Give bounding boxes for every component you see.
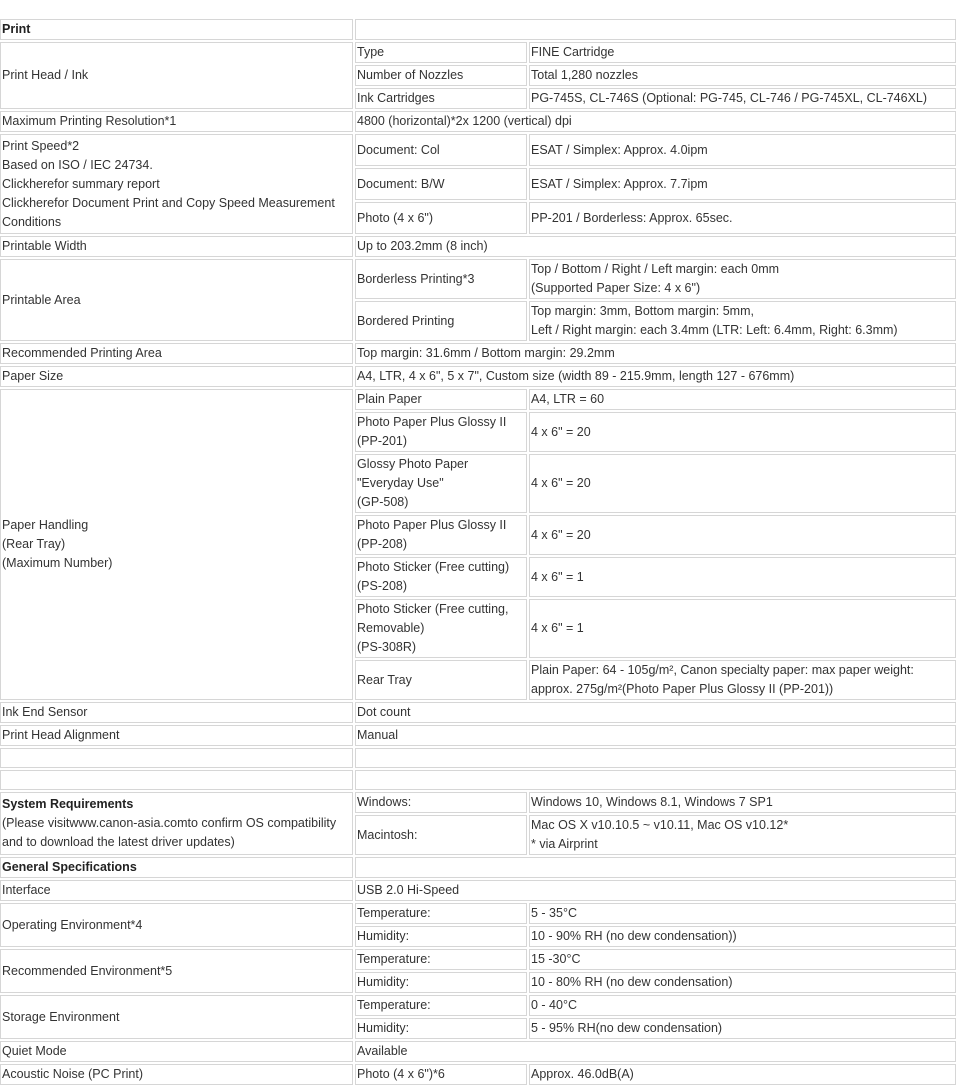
row-label-printable-area: Printable Area [0,259,353,341]
sub-key: Temperature: [355,903,527,924]
sub-value [529,599,956,658]
sub-value: Approx. 46.0dB(A) [529,1064,956,1085]
table-row [0,995,956,1016]
blank-row [0,748,956,768]
table-row [0,343,956,364]
sub-value [529,259,956,299]
print-speed-note: Based on ISO / IEC 24734. [2,157,153,172]
row-label-print-head: Print Head / Ink [0,42,353,109]
table-row [0,134,956,166]
table-row [0,366,956,387]
system-requirements-link[interactable]: (Please visitwww.canon-asia.comto confirm OS compatibility [2,816,337,830]
row-label-recommended-environment: Recommended Environment*5 [0,949,353,993]
sub-value: 15 -30°C [529,949,956,970]
row-label-operating-environment: Operating Environment*4 [0,903,353,947]
row-label-recommended-area: Recommended Printing Area [0,343,353,364]
row-label-acoustic-noise: Acoustic Noise (PC Print) [0,1064,353,1085]
value-line: approx. 275g/m²(Photo Paper Plus Glossy II (PP-201)) [531,682,834,696]
table-row [0,725,956,746]
sub-key: Windows: [355,792,527,813]
sub-key: Document: B/W [355,168,527,200]
summary-report-link[interactable]: Clickherefor summary report [2,176,160,191]
row-label-paper-size: Paper Size [0,366,353,387]
sub-key: Photo (4 x 6") [355,202,527,234]
value-line: 4 x 6" = 20 [531,424,591,439]
section-title-print: Print [0,19,353,40]
sub-value: 5 - 95% RH(no dew condensation) [529,1018,956,1039]
row-value-recommended-area: Top margin: 31.6mm / Bottom margin: 29.2mm [355,343,956,364]
sub-value: ESAT / Simplex: Approx. 7.7ipm [529,168,956,200]
value-line: * via Airprint [531,837,598,851]
table-row [0,111,956,132]
measurement-conditions-link-cont[interactable]: Conditions [2,214,62,229]
section-row-print [0,19,956,40]
section-title-general-specifications: General Specifications [0,857,353,878]
sub-value: PP-201 / Borderless: Approx. 65sec. [529,202,956,234]
key-line: Plain Paper [357,392,422,406]
row-label-system-requirements [0,792,353,855]
section-title-system-requirements: System Requirements [2,797,134,811]
key-line: Photo Sticker (Free cutting) [357,560,510,574]
value-line: (Supported Paper Size: 4 x 6") [531,281,701,295]
sub-key: Temperature: [355,995,527,1016]
value-line: 4 x 6" = 20 [531,527,591,542]
value-line: Left / Right margin: each 3.4mm (LTR: Left: 6.4mm, Right: 6.3mm) [531,323,898,337]
key-line: (PS-308R) [357,640,417,654]
row-label-print-head-alignment: Print Head Alignment [0,725,353,746]
row-value-ink-end-sensor: Dot count [355,702,956,723]
label-line: (Rear Tray) [2,537,66,551]
sub-value [529,301,956,341]
sub-value [529,389,956,410]
row-label-paper-handling [0,389,353,700]
sub-value [529,515,956,555]
sub-key: Photo (4 x 6")*6 [355,1064,527,1085]
row-label-interface: Interface [0,880,353,901]
table-row [0,259,956,299]
measurement-conditions-link[interactable]: Clickherefor Document Print and Copy Speed Measurement [2,195,335,210]
sub-key: Borderless Printing*3 [355,259,527,299]
key-line: Rear Tray [357,672,412,687]
sub-value [529,557,956,597]
row-label-quiet-mode: Quiet Mode [0,1041,353,1062]
sub-value: 10 - 80% RH (no dew condensation) [529,972,956,993]
table-row [0,389,956,410]
empty-cell [355,857,956,878]
row-label-storage-environment: Storage Environment [0,995,353,1039]
sub-key: Humidity: [355,1018,527,1039]
row-value-quiet-mode: Available [355,1041,956,1062]
spec-table [0,17,958,1087]
value-line: Top margin: 3mm, Bottom margin: 5mm, [531,304,754,318]
sub-key [355,389,527,410]
table-row [0,880,956,901]
table-row [0,903,956,924]
sub-value: FINE Cartridge [529,42,956,63]
sub-key: Humidity: [355,972,527,993]
label-line: (Maximum Number) [2,556,113,570]
table-row [0,702,956,723]
table-row [0,236,956,257]
value-line: Windows 10, Windows 8.1, Windows 7 SP1 [531,795,773,809]
value-line: 4 x 6" = 20 [531,476,591,490]
sub-key: Document: Col [355,134,527,166]
key-line: Removable) [357,621,425,635]
sub-key: Macintosh: [355,815,527,855]
sub-value [529,412,956,452]
row-value-interface: USB 2.0 Hi-Speed [355,880,956,901]
section-row-general [0,857,956,878]
row-label-ink-end-sensor: Ink End Sensor [0,702,353,723]
sub-value [529,815,956,855]
sub-key [355,515,527,555]
row-value-print-head-alignment: Manual [355,725,956,746]
key-line: (GP-508) [357,495,409,509]
sub-key: Number of Nozzles [355,65,527,86]
empty-cell [355,770,956,790]
sub-value [529,660,956,700]
table-row [0,42,956,63]
row-label-print-speed [0,134,353,234]
sub-key: Humidity: [355,926,527,947]
value-line: A4, LTR = 60 [531,392,605,406]
sub-value: Total 1,280 nozzles [529,65,956,86]
key-line: (PP-208) [357,537,408,551]
empty-cell [0,770,353,790]
key-line: (PP-201) [357,434,408,448]
value-line: Top / Bottom / Right / Left margin: each 0mm [531,262,780,276]
key-line: Photo Sticker (Free cutting, [357,602,509,616]
sub-key [355,599,527,658]
table-row [0,792,956,813]
sub-value: 10 - 90% RH (no dew condensation)) [529,926,956,947]
value-line: Plain Paper: 64 - 105g/m², Canon specialty paper: max paper weight: [531,663,914,677]
sub-value: ESAT / Simplex: Approx. 4.0ipm [529,134,956,166]
table-row [0,1064,956,1085]
table-row [0,949,956,970]
sub-value [529,454,956,513]
label-line: Paper Handling [2,518,89,532]
sub-value: PG-745S, CL-746S (Optional: PG-745, CL-746 / PG-745XL, CL-746XL) [529,88,956,109]
row-value-printable-width: Up to 203.2mm (8 inch) [355,236,956,257]
sub-value [529,792,956,813]
table-row [0,1041,956,1062]
sub-key [355,412,527,452]
print-speed-title: Print Speed*2 [2,138,80,153]
row-value-paper-size: A4, LTR, 4 x 6", 5 x 7", Custom size (width 89 - 215.9mm, length 127 - 676mm) [355,366,956,387]
sub-key [355,660,527,700]
row-label-max-resolution: Maximum Printing Resolution*1 [0,111,353,132]
row-label-printable-width: Printable Width [0,236,353,257]
sub-key: Ink Cartridges [355,88,527,109]
key-line: (PS-208) [357,579,408,593]
empty-cell [355,19,956,40]
value-line: 4 x 6" = 1 [531,621,584,635]
key-line: "Everyday Use" [357,476,444,490]
sub-key: Temperature: [355,949,527,970]
sub-key [355,454,527,513]
sub-key [355,557,527,597]
sub-key: Bordered Printing [355,301,527,341]
value-line: Mac OS X v10.10.5 ~ v10.11, Mac OS v10.12* [531,818,789,832]
sub-value: 0 - 40°C [529,995,956,1016]
empty-cell [355,748,956,768]
empty-cell [0,748,353,768]
value-line: 4 x 6" = 1 [531,569,584,584]
blank-row [0,770,956,790]
row-value-max-resolution: 4800 (horizontal)*2x 1200 (vertical) dpi [355,111,956,132]
key-line: Photo Paper Plus Glossy II [357,518,507,532]
system-requirements-note: and to download the latest driver updates) [2,835,235,849]
key-line: Photo Paper Plus Glossy II [357,415,507,429]
key-line: Glossy Photo Paper [357,457,469,471]
sub-value: 5 - 35°C [529,903,956,924]
sub-key: Type [355,42,527,63]
